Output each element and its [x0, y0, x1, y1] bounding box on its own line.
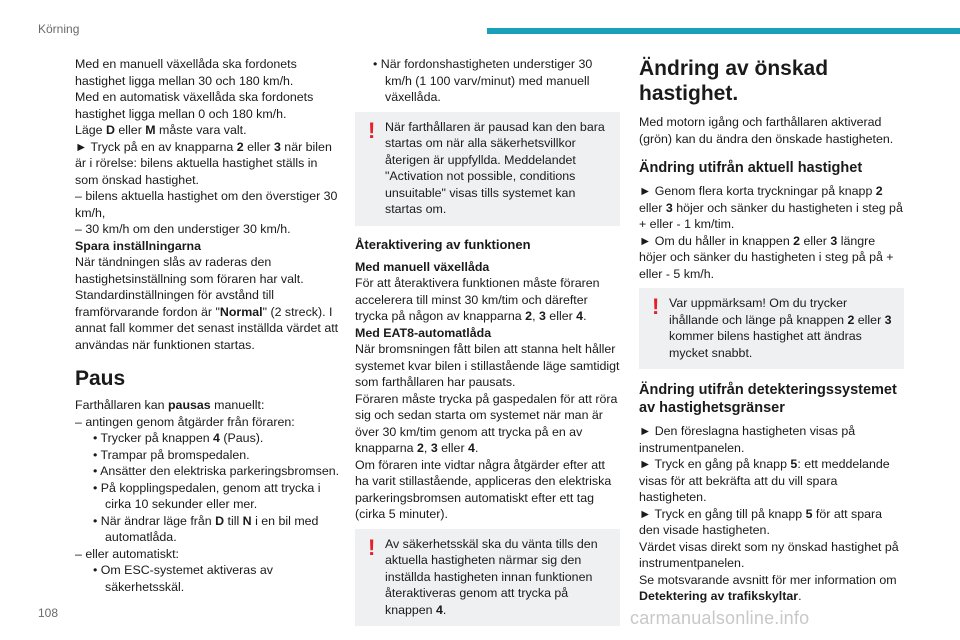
warning-note	[639, 288, 904, 369]
heading-paus: Paus	[75, 367, 126, 390]
subheading-speed-limit-detection: Ändring utifrån detekteringssystemet av hastighetsgränser	[639, 382, 897, 416]
list-item: – bilens aktuella hastighet om den överstiger 30 km/h,	[75, 189, 338, 220]
paragraph: För att återaktivera funktionen måste föraren accelerera till minst 30 km/tim och därefter trycka på någon av knapparna 2, 3 eller 4.	[355, 276, 600, 323]
list-item: – 30 km/h om den understiger 30 km/h.	[75, 222, 291, 236]
warning-text: När farthållaren är pausad kan den bara startas om när alla säkerhetsvillkor återigen är uppfyllda. Meddelandet "Activation not possible, conditions unsuitable" visas tills systemet kan startas om.	[385, 119, 605, 216]
paragraph: Läge D eller M måste vara valt.	[75, 123, 247, 137]
list-item: • På kopplingspedalen, genom att trycka i cirka 10 sekunder eller mer.	[93, 480, 321, 511]
warning-note	[355, 529, 620, 627]
instruction-step: ► Tryck på en av knapparna 2 eller 3 när bilen är i rörelse: bilens aktuella hastighet ställs in som önskad hastighet.	[75, 139, 332, 187]
list-item: – antingen genom åtgärder från föraren:	[75, 414, 295, 429]
warning-icon: !	[368, 117, 376, 143]
list-item: • När ändrar läge från D till N i en bil med automatlåda.	[93, 513, 319, 544]
section-title: Körning	[38, 22, 80, 36]
header-accent-bar	[487, 28, 960, 34]
paragraph: Standardinställningen för avstånd till framförvarande fordon är "Normal" (2 streck). I annat fall kommer det senast inställda värdet att användas när funktionen startas.	[75, 288, 339, 352]
warning-text: Av säkerhetsskäl ska du vänta tills den aktuella hastigheten närmar sig den inställda hastigheten innan funktionen återaktiveras genom att trycka på knappen 4.	[385, 536, 598, 617]
paragraph: När bromsningen fått bilen att stanna helt håller systemet kvar bilen i stillastående läge samtidigt som farthållaren har pausats.	[355, 342, 620, 389]
list-item: • När fordonshastigheten understiger 30 km/h (1 100 varv/minut) med manuell växellåda.	[373, 57, 593, 104]
list-item: • Trycker på knappen 4 (Paus).	[93, 431, 264, 445]
list-item: • Trampar på bromspedalen.	[93, 447, 250, 462]
warning-icon: !	[368, 534, 376, 560]
warning-text: Var uppmärksam! Om du trycker ihållande och länge på knappen 2 eller 3 kommer bilens hastighet att ändras mycket snabbt.	[669, 296, 892, 360]
list-item: • Ansätter den elektriska parkeringsbromsen.	[93, 464, 340, 478]
paragraph: Med motorn igång och farthållaren aktiverad (grön) kan du ändra den önskade hastigheten.	[639, 115, 894, 146]
column-left	[75, 56, 340, 595]
page-number: 108	[38, 606, 59, 620]
paragraph: När tändningen slås av raderas den hastighetsinställning som föraren har valt.	[75, 255, 304, 286]
paragraph: Föraren måste trycka på gaspedalen för att röra sig och sedan starta om systemet när man är över 30 km/tim genom att trycka på en av knapparna 2, 3 eller 4.	[355, 391, 618, 455]
instruction-step: ► Genom flera korta tryckningar på knapp 2 eller 3 höjer och sänker du hastigheten i steg på + eller - 1 km/tim.	[639, 184, 903, 231]
subheading-save: Spara inställningarna	[75, 238, 202, 253]
subheading-current-speed: Ändring utifrån aktuell hastighet	[639, 160, 863, 176]
instruction-step: ► Tryck en gång till på knapp 5 för att spara den visade hastigheten.	[639, 506, 883, 537]
paragraph: Värdet visas direkt som ny önskad hastighet på instrumentpanelen.	[639, 539, 899, 570]
paragraph: Med en automatisk växellåda ska fordonets hastighet ligga mellan 0 och 180 km/h.	[75, 90, 314, 121]
warning-icon: !	[652, 294, 660, 319]
instruction-step: ► Den föreslagna hastigheten visas på instrumentpanelen.	[639, 424, 856, 455]
heading-change-speed: Ändring av önskad hastighet.	[639, 57, 829, 105]
list-item: • Om ESC-systemet aktiveras av säkerhetsskäl.	[93, 563, 273, 594]
paragraph: Se motsvarande avsnitt för mer information om Detektering av trafikskyltar.	[639, 572, 897, 603]
instruction-step: ► Om du håller in knappen 2 eller 3 längre höjer och sänker du hastigheten i steg på på + eller - 5 km/h.	[639, 233, 894, 281]
subheading-manual: Med manuell växellåda	[355, 259, 490, 274]
list-item: – eller automatiskt:	[75, 546, 179, 561]
paragraph: Farthållaren kan pausas manuellt:	[75, 398, 265, 412]
heading-reactivation: Återaktivering av funktionen	[355, 236, 531, 252]
column-right	[639, 56, 904, 605]
instruction-step: ► Tryck en gång på knapp 5: ett meddelande visas för att bekräfta att du vill spara hastigheten.	[639, 457, 890, 504]
subheading-eat8: Med EAT8-automatlåda	[355, 325, 492, 340]
column-middle	[355, 56, 620, 634]
watermark: carmanualsonline.info	[630, 608, 810, 628]
warning-note	[355, 112, 620, 226]
paragraph: Om föraren inte vidtar några åtgärder efter att ha varit stillastående, appliceras den elektriska parkeringsbromsen automatiskt efter ett tag (cirka 5 minuter).	[355, 457, 612, 521]
paragraph: Med en manuell växellåda ska fordonets hastighet ligga mellan 30 och 180 km/h.	[75, 57, 297, 88]
